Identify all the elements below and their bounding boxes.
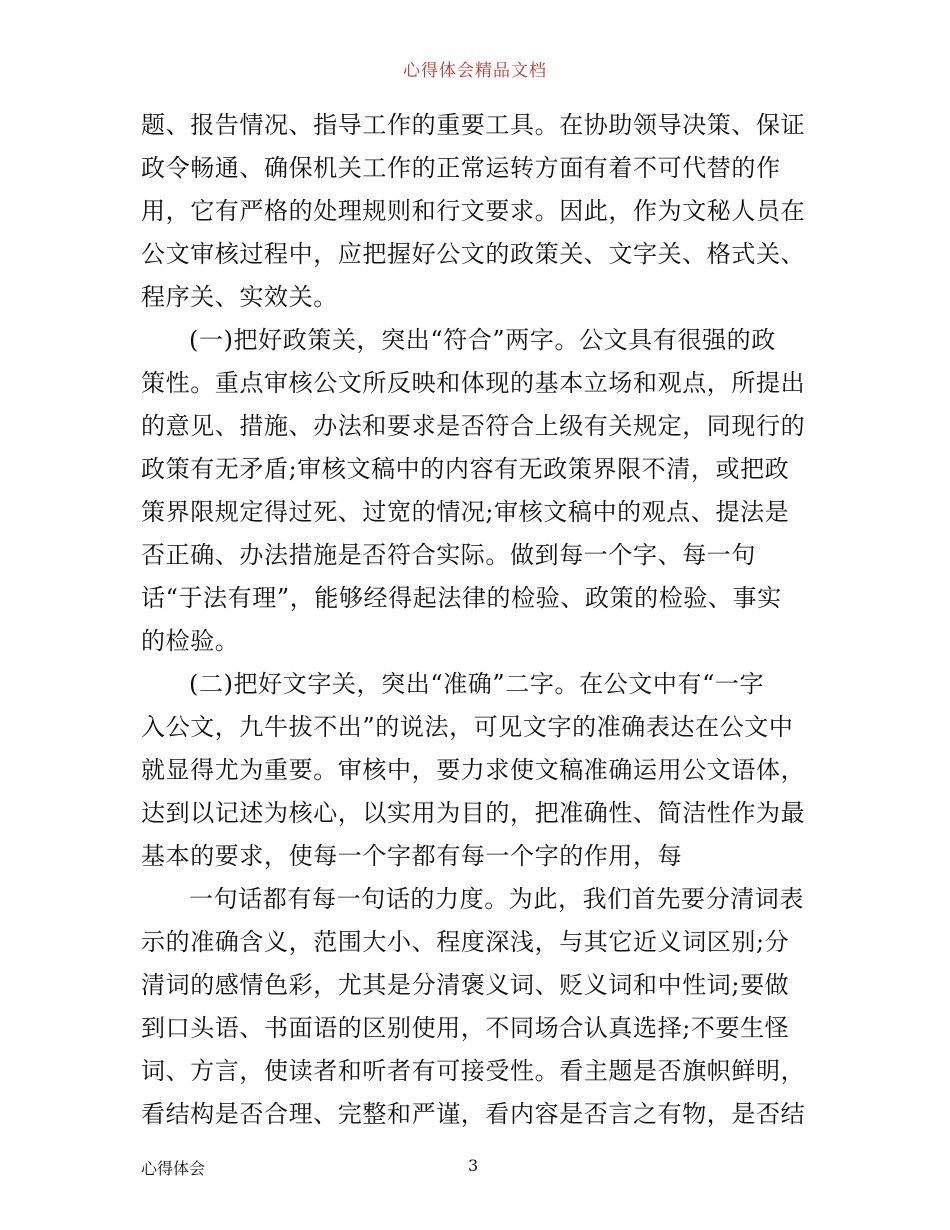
paragraph-start-line: 一句话都有每一句话的力度。为此，我们首先要分清词表 [189, 885, 804, 913]
body-line: 政令畅通、确保机关工作的正常运转方面有着不可代替的作 [141, 154, 781, 182]
body-line: 的意见、措施、办法和要求是否符合上级有关规定，同现行的 [141, 412, 806, 440]
paragraph-start-line: (二)把好文字关，突出“准确”二字。在公文中有“一字 [189, 670, 765, 698]
body-line: 就显得尤为重要。审核中，要力求使文稿准确运用公文语体， [141, 756, 806, 784]
footer-label: 心得体会 [141, 1159, 206, 1178]
body-line: 看结构是否合理、完整和严谨，看内容是否言之有物，是否结 [141, 1100, 806, 1128]
body-line: 话“于法有理”，能够经得起法律的检验、政策的检验、事实 [141, 584, 782, 612]
body-line: 基本的要求，使每一个字都有每一个字的作用，每 [141, 842, 683, 870]
paragraph-start-line: (一)把好政策关，突出“符合”两字。公文具有很强的政 [189, 326, 776, 354]
body-line: 否正确、办法措施是否符合实际。做到每一个字、每一句 [141, 541, 756, 569]
body-line: 的检验。 [141, 627, 240, 655]
body-line: 程序关、实效关。 [141, 283, 338, 311]
document-header-title: 心得体会精品文档 [403, 61, 547, 81]
body-line: 题、报告情况、指导工作的重要工具。在协助领导决策、保证 [141, 111, 806, 139]
body-line: 入公文，九牛拔不出”的说法，可见文字的准确表达在公文中 [141, 713, 794, 741]
body-line: 达到以记述为核心，以实用为目的，把准确性、简洁性作为最 [141, 799, 806, 827]
body-line: 到口头语、书面语的区别使用，不同场合认真选择;不要生怪 [141, 1014, 790, 1042]
document-body [141, 104, 821, 1136]
body-line: 清词的感情色彩，尤其是分清褒义词、贬义词和中性词;要做 [141, 971, 790, 999]
body-line: 示的准确含义，范围大小、程度深浅，与其它近义词区别;分 [141, 928, 790, 956]
body-line: 策界限规定得过死、过宽的情况;审核文稿中的观点、提法是 [141, 498, 790, 526]
body-line: 词、方言，使读者和听者有可接受性。看主题是否旗帜鲜明， [141, 1057, 806, 1085]
page-number: 3 [468, 1156, 479, 1175]
body-line: 策性。重点审核公文所反映和体现的基本立场和观点，所提出 [141, 369, 806, 397]
body-line: 用，它有严格的处理规则和行文要求。因此，作为文秘人员在 [141, 197, 806, 225]
body-line: 公文审核过程中，应把握好公文的政策关、文字关、格式关、 [141, 240, 806, 268]
body-line: 政策有无矛盾;审核文稿中的内容有无政策界限不清，或把政 [141, 455, 790, 483]
